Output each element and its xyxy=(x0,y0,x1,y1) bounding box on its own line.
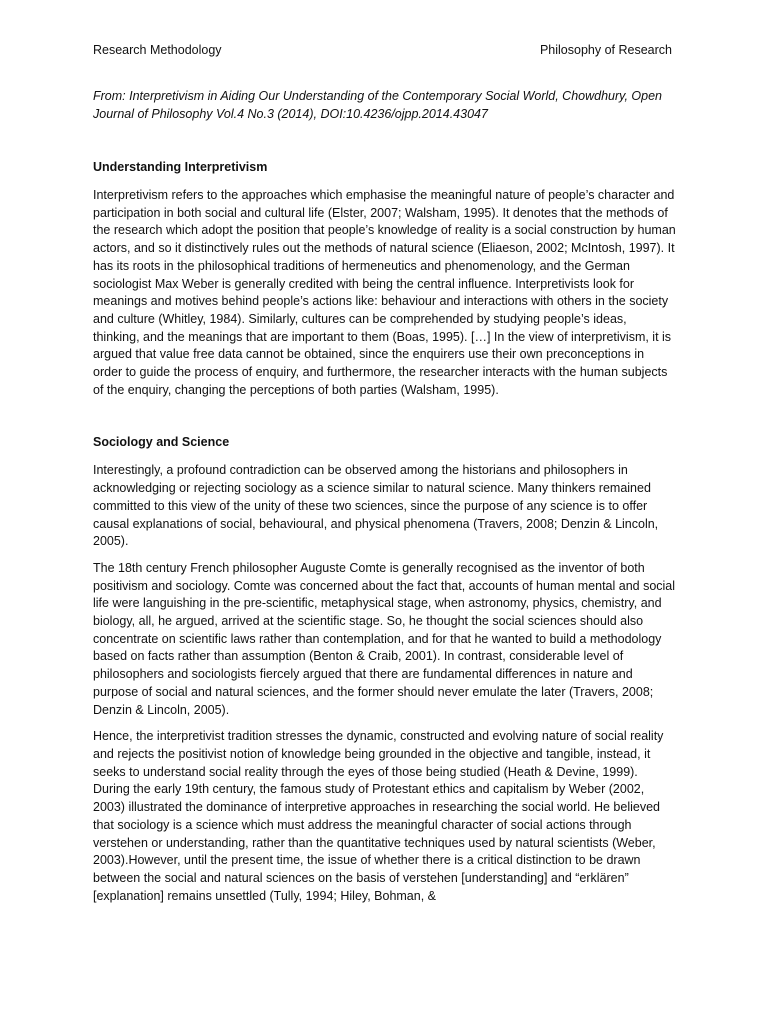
paragraph: Interpretivism refers to the approaches which emphasise the meaningful nature of people’s character and participation in both social and cultural life (Elster, 2007; Walsham, 1995). It denotes that the methods of the research which adopt the position that people’s knowledge of reality is a social construction by human actors, and so it distinctively rules out the methods of natural science (Eliaeson, 2002; McIntosh, 1997). It has its roots in the philosophical traditions of hermeneutics and phenomenology, and the German sociologist Max Weber is generally credited with being the central influence. Interpretivists look for meanings and motives behind people’s actions like: behaviour and interactions with others in the society and culture (Whitley, 1984). Similarly, cultures can be comprehended by studying people’s ideas, thinking, and the meanings that are important to them (Boas, 1995). […] In the view of interpretivism, it is argued that value free data cannot be obtained, since the enquirers use their own preconceptions in order to guide the process of enquiry, and furthermore, the researcher interacts with the human subjects of the enquiry, changing the perceptions of both parties (Walsham, 1995). xyxy=(93,188,676,397)
page-header xyxy=(93,42,672,59)
section-sociology-and-science xyxy=(93,434,676,905)
paragraph: The 18th century French philosopher Auguste Comte is generally recognised as the inventor of both positivism and sociology. Comte was concerned about the fact that, accounts of human mental and social life were languishing in the pre-scientific, metaphysical stage, when astronomy, physics, chemistry, and biology, all, he argued, arrived at the scientific stage. So, he thought the social sciences should also concentrate on scientific laws rather than contemplation, and for that he wanted to build a methodology based on facts rather than assumption (Benton & Craib, 2001). In contrast, considerable level of philosophers and sociologists fiercely argued that there are fundamental differences in nature and purpose of social and natural sciences, and the former should never emulate the later (Travers, 2008; Denzin & Lincoln, 2005). xyxy=(93,560,676,717)
section-spacer xyxy=(93,408,676,434)
paragraph: Interestingly, a profound contradiction can be observed among the historians and philosophers in acknowledging or rejecting sociology as a science similar to natural science. Many thinkers remained committed to this view of the unity of these two sciences, since the purpose of any science is to offer causal explanations of social, behavioural, and physical phenomena (Travers, 2008; Denzin & Lincoln, 2005). xyxy=(93,463,659,549)
section-understanding-interpretivism xyxy=(93,159,676,399)
section-heading: Understanding Interpretivism xyxy=(93,160,268,174)
header-left-title: Research Methodology xyxy=(93,43,222,57)
header-right-title: Philosophy of Research xyxy=(539,43,672,57)
paragraph: Hence, the interpretivist tradition stresses the dynamic, constructed and evolving nature of social reality and rejects the positivist notion of knowledge being grounded in the objective and tangible, instead, it seeks to understand social reality through the eyes of those being studied (Heath & Devine, 1999). During the early 19th century, the famous study of Protestant ethics and capitalism by Weber (2002, 2003) illustrated the dominance of interpretive approaches in researching the social world. He believed that sociology is a science which must address the meaningful character of social actions through verstehen or understanding, rather than the quantitative techniques used by natural scientists (Weber, 2003).However, until the present time, the issue of whether there is a critical distinction to be drawn between the social and natural sciences on the basis of verstehen [understanding] and “erklären” [explanation] remains unsettled (Tully, 1994; Hiley, Bohman, & xyxy=(93,729,664,903)
source-citation: From: Interpretivism in Aiding Our Understanding of the Contemporary Social World, Chowdhury, Open Journal of Philosophy Vol.4 No.3 (2014), DOI:10.4236/ojpp.2014.43047 xyxy=(93,89,662,121)
section-heading: Sociology and Science xyxy=(93,435,230,450)
document-body xyxy=(93,159,676,914)
